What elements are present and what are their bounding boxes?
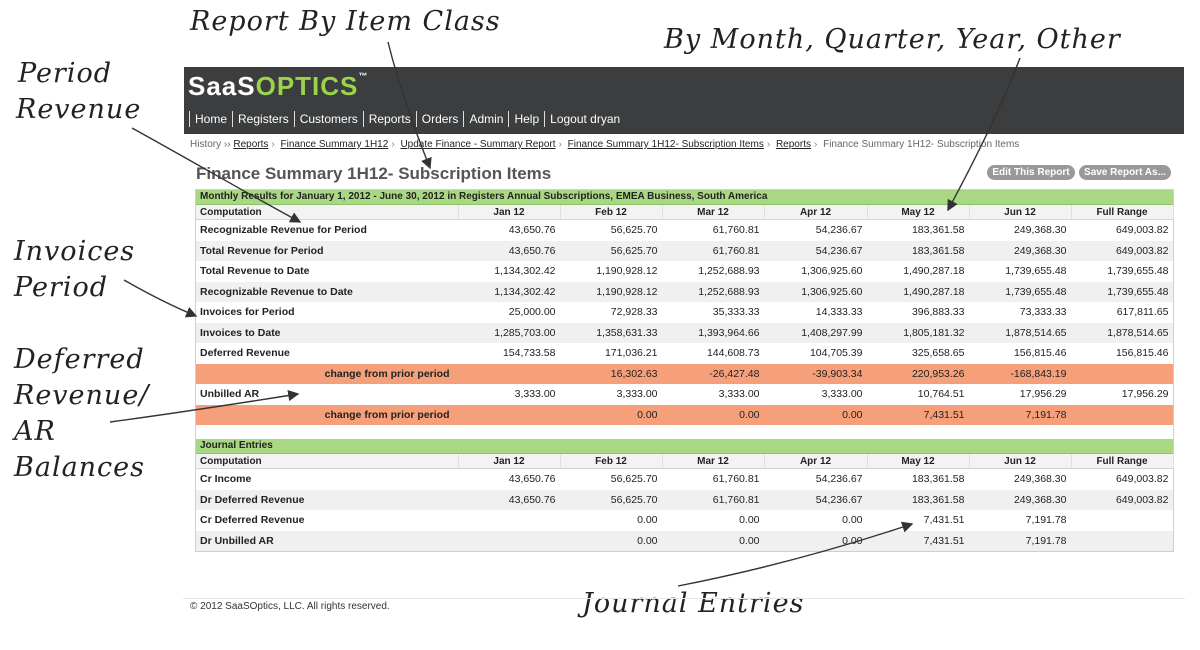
table-cell: -39,903.34 bbox=[764, 364, 867, 385]
annotation-deferred-line2: Revenue/ bbox=[14, 380, 150, 411]
nav-help[interactable]: Help bbox=[508, 111, 544, 127]
column-header: Apr 12 bbox=[764, 454, 867, 469]
table-cell: 7,431.51 bbox=[867, 405, 969, 426]
table-cell: 220,953.26 bbox=[867, 364, 969, 385]
table-cell: 1,134,302.42 bbox=[494, 265, 556, 278]
table-cell: 43,650.76 bbox=[508, 473, 556, 486]
table-cell: 7,191.78 bbox=[1025, 514, 1067, 527]
table-row bbox=[196, 220, 1173, 241]
table-cell: 25,000.00 bbox=[508, 306, 556, 319]
table-cell: 104,705.39 bbox=[809, 347, 863, 360]
table-cell: 0.00 bbox=[764, 531, 867, 552]
column-header: Mar 12 bbox=[662, 454, 764, 469]
table-cell: 56,625.70 bbox=[560, 490, 662, 511]
row-label: Dr Unbilled AR bbox=[196, 531, 458, 552]
table-cell bbox=[1071, 405, 1173, 426]
table-cell: 1,739,655.48 bbox=[1071, 282, 1173, 303]
table-cell: 649,003.82 bbox=[1115, 473, 1169, 486]
table-cell: 73,333.33 bbox=[1019, 306, 1067, 319]
page-title: Finance Summary 1H12- Subscription Items bbox=[196, 164, 552, 183]
annotation-journal-entries: Journal Entries bbox=[582, 588, 805, 619]
column-header: Jun 12 bbox=[969, 454, 1071, 469]
table-cell: 17,956.29 bbox=[1121, 388, 1169, 401]
table-cell: 61,760.81 bbox=[712, 473, 760, 486]
change-row bbox=[196, 364, 1173, 385]
table-cell: -26,427.48 bbox=[662, 364, 764, 385]
table-cell: 249,368.30 bbox=[1013, 473, 1067, 486]
nav-logout[interactable]: Logout dryan bbox=[544, 111, 625, 127]
table-cell: 1,285,703.00 bbox=[458, 323, 560, 344]
table-cell: 183,361.58 bbox=[867, 490, 969, 511]
table-cell: 7,191.78 bbox=[969, 405, 1071, 426]
nav-customers[interactable]: Customers bbox=[294, 111, 363, 127]
nav-reports[interactable]: Reports bbox=[363, 111, 416, 127]
column-header: Mar 12 bbox=[662, 205, 764, 220]
table-cell: 3,333.00 bbox=[718, 388, 760, 401]
table-cell: 16,302.63 bbox=[560, 364, 662, 385]
row-label: Recognizable Revenue to Date bbox=[196, 282, 458, 303]
row-label: Invoices to Date bbox=[196, 323, 458, 344]
table-row bbox=[196, 323, 1173, 344]
table-row bbox=[196, 302, 1173, 323]
table-row bbox=[196, 343, 1173, 364]
table-cell: 0.00 bbox=[662, 531, 764, 552]
column-header: May 12 bbox=[867, 205, 969, 220]
nav-registers[interactable]: Registers bbox=[232, 111, 294, 127]
table-cell bbox=[458, 510, 560, 531]
table-cell: 3,333.00 bbox=[616, 388, 658, 401]
row-label: Unbilled AR bbox=[200, 388, 260, 401]
column-header: Apr 12 bbox=[764, 205, 867, 220]
table-cell: 61,760.81 bbox=[712, 224, 760, 237]
table-row bbox=[196, 261, 1173, 282]
column-header: Jan 12 bbox=[458, 205, 560, 220]
table-cell: 35,333.33 bbox=[712, 306, 760, 319]
change-row bbox=[196, 405, 1173, 426]
row-label: Total Revenue for Period bbox=[196, 241, 458, 262]
table-cell: 0.00 bbox=[739, 514, 760, 527]
annotation-deferred-line3: AR bbox=[14, 416, 56, 447]
breadcrumb-current: Finance Summary 1H12- Subscription Items bbox=[823, 139, 1020, 150]
table-cell: 54,236.67 bbox=[764, 241, 867, 262]
table-cell: 1,878,514.65 bbox=[1071, 323, 1173, 344]
table-cell: 156,815.46 bbox=[1115, 347, 1169, 360]
table-cell: 43,650.76 bbox=[508, 224, 556, 237]
table-cell: 1,306,925.60 bbox=[764, 282, 867, 303]
table-cell: 1,739,655.48 bbox=[969, 282, 1071, 303]
table-cell: 171,036.21 bbox=[604, 347, 658, 360]
spacer bbox=[196, 425, 1173, 439]
breadcrumb: History ›› Reports › Finance Summary 1H12 › Update Finance - Summary Report › Finance Summary 1H12- Subscription Items › Reports › Finance Summary 1H12- Subscription Items bbox=[190, 139, 1020, 150]
table-row bbox=[196, 241, 1173, 262]
table-cell: 1,252,688.93 bbox=[698, 265, 760, 278]
breadcrumb-link[interactable]: Finance Summary 1H12- Subscription Items bbox=[567, 139, 764, 150]
annotation-deferred-line4: Balances bbox=[14, 452, 146, 483]
table-cell: 56,625.70 bbox=[610, 224, 658, 237]
journal-entries-table bbox=[196, 454, 1174, 551]
table-cell: 1,739,655.48 bbox=[1005, 265, 1067, 278]
breadcrumb-link[interactable]: Finance Summary 1H12 bbox=[280, 139, 389, 150]
table-row bbox=[196, 510, 1173, 531]
saasoptics-logo[interactable]: SaaSOPTICS™ bbox=[188, 71, 369, 101]
table-cell: 1,134,302.42 bbox=[458, 282, 560, 303]
annotation-report-by-item-class: Report By Item Class bbox=[190, 6, 501, 37]
row-label: Dr Deferred Revenue bbox=[196, 490, 458, 511]
table-cell: 1,306,925.60 bbox=[801, 265, 863, 278]
journal-heading: Journal Entries bbox=[196, 439, 1173, 454]
table-cell bbox=[1071, 510, 1173, 531]
row-label: Cr Income bbox=[200, 473, 252, 486]
annotation-invoices-line1: Invoices bbox=[14, 236, 136, 267]
table-cell bbox=[1071, 364, 1173, 385]
table-cell: 1,805,181.32 bbox=[867, 323, 969, 344]
table-cell: 183,361.58 bbox=[911, 473, 965, 486]
table-cell: 54,236.67 bbox=[815, 224, 863, 237]
table-cell: 183,361.58 bbox=[911, 224, 965, 237]
table-cell: 10,764.51 bbox=[917, 388, 965, 401]
annotation-by-period: By Month, Quarter, Year, Other bbox=[664, 24, 1121, 55]
table-cell bbox=[458, 531, 560, 552]
table-cell: 61,760.81 bbox=[662, 490, 764, 511]
table-cell: 249,368.30 bbox=[1013, 224, 1067, 237]
table-cell: 54,236.67 bbox=[815, 473, 863, 486]
table-cell: 43,650.76 bbox=[458, 490, 560, 511]
column-header: Computation bbox=[196, 454, 458, 469]
table-cell: 1,878,514.65 bbox=[969, 323, 1071, 344]
table-cell: 1,358,631.33 bbox=[560, 323, 662, 344]
table-cell: 7,431.51 bbox=[923, 514, 965, 527]
table-row bbox=[196, 469, 1173, 490]
table-cell: 1,393,964.66 bbox=[662, 323, 764, 344]
table-cell: 0.00 bbox=[560, 405, 662, 426]
table-cell: 325,658.65 bbox=[911, 347, 965, 360]
table-cell: 54,236.67 bbox=[764, 490, 867, 511]
breadcrumb-link[interactable]: Reports bbox=[233, 139, 269, 150]
column-header: Full Range bbox=[1071, 454, 1173, 469]
edit-report-button[interactable]: Edit This Report bbox=[987, 165, 1075, 180]
table-cell: 3,333.00 bbox=[514, 388, 556, 401]
table-cell: 43,650.76 bbox=[458, 241, 560, 262]
breadcrumb-history: History ›› bbox=[190, 139, 231, 150]
table-cell: 1,739,655.48 bbox=[1107, 265, 1169, 278]
table-cell bbox=[1071, 531, 1173, 552]
table-cell: 649,003.82 bbox=[1071, 490, 1173, 511]
row-label: Cr Deferred Revenue bbox=[200, 514, 305, 527]
table-cell: 617,811.65 bbox=[1116, 306, 1169, 319]
table-cell: 56,625.70 bbox=[560, 241, 662, 262]
column-header: Computation bbox=[196, 205, 458, 220]
table-cell: 0.00 bbox=[637, 514, 658, 527]
table-cell: 0.00 bbox=[842, 514, 863, 527]
column-header: May 12 bbox=[867, 454, 969, 469]
table-cell: 7,431.51 bbox=[867, 531, 969, 552]
table-cell: 1,490,287.18 bbox=[903, 265, 965, 278]
table-cell: 154,733.58 bbox=[502, 347, 556, 360]
arrow-invoices bbox=[124, 280, 196, 316]
table-cell: 649,003.82 bbox=[1071, 241, 1173, 262]
table-cell: 1,190,928.12 bbox=[560, 282, 662, 303]
row-label: Deferred Revenue bbox=[200, 347, 290, 360]
table-cell: 1,190,928.12 bbox=[596, 265, 658, 278]
table-cell: 1,252,688.93 bbox=[662, 282, 764, 303]
table-cell: 649,003.82 bbox=[1115, 224, 1169, 237]
table-cell: -168,843.19 bbox=[969, 364, 1071, 385]
table-cell: 72,928.33 bbox=[610, 306, 658, 319]
annotation-invoices-line2: Period bbox=[14, 272, 109, 303]
annotation-period-revenue-line2: Revenue bbox=[16, 94, 142, 125]
nav-admin[interactable]: Admin bbox=[463, 111, 508, 127]
table-cell bbox=[458, 364, 560, 385]
row-label: change from prior period bbox=[196, 364, 458, 385]
nav-home[interactable]: Home bbox=[189, 111, 232, 127]
annotation-period-revenue-line1: Period bbox=[18, 58, 113, 89]
table-cell: 17,956.29 bbox=[1019, 388, 1067, 401]
column-header: Feb 12 bbox=[560, 454, 662, 469]
table-cell: 3,333.00 bbox=[821, 388, 863, 401]
table-row bbox=[196, 282, 1173, 303]
breadcrumb-link[interactable]: Reports bbox=[775, 139, 811, 150]
table-cell: 0.00 bbox=[560, 531, 662, 552]
column-header: Feb 12 bbox=[560, 205, 662, 220]
column-header: Jan 12 bbox=[458, 454, 560, 469]
nav-orders[interactable]: Orders bbox=[416, 111, 464, 127]
monthly-results-panel bbox=[195, 189, 1174, 552]
breadcrumb-link[interactable]: Update Finance - Summary Report bbox=[400, 139, 556, 150]
table-cell: 1,408,297.99 bbox=[764, 323, 867, 344]
row-label: Invoices for Period bbox=[200, 306, 295, 319]
table-cell: 7,191.78 bbox=[969, 531, 1071, 552]
table-row bbox=[196, 384, 1173, 405]
table-cell: 249,368.30 bbox=[969, 490, 1071, 511]
app-header bbox=[184, 67, 1184, 134]
table-row bbox=[196, 531, 1173, 552]
table-cell: 144,608.73 bbox=[706, 347, 760, 360]
table-cell: 61,760.81 bbox=[662, 241, 764, 262]
footer-copyright: © 2012 SaaSOptics, LLC. All rights reserved. bbox=[190, 601, 390, 612]
table-cell: 1,490,287.18 bbox=[867, 282, 969, 303]
save-report-as-button[interactable]: Save Report As... bbox=[1079, 165, 1171, 180]
table-row bbox=[196, 490, 1173, 511]
table-cell: 249,368.30 bbox=[969, 241, 1071, 262]
column-header: Full Range bbox=[1071, 205, 1173, 220]
annotation-deferred-line1: Deferred bbox=[14, 344, 145, 375]
table-cell: 396,883.33 bbox=[911, 306, 965, 319]
table-cell: 56,625.70 bbox=[610, 473, 658, 486]
row-label: change from prior period bbox=[196, 405, 458, 426]
table-cell: 14,333.33 bbox=[815, 306, 863, 319]
panel-heading: Monthly Results for January 1, 2012 - June 30, 2012 in Registers Annual Subscriptions, EMEA Business, South America bbox=[196, 190, 1173, 205]
column-header: Jun 12 bbox=[969, 205, 1071, 220]
table-cell: 183,361.58 bbox=[867, 241, 969, 262]
table-cell: 156,815.46 bbox=[1013, 347, 1067, 360]
row-label: Total Revenue to Date bbox=[200, 265, 310, 278]
monthly-results-table bbox=[196, 205, 1174, 425]
table-cell bbox=[458, 405, 560, 426]
main-nav bbox=[189, 108, 625, 130]
table-cell: 0.00 bbox=[662, 405, 764, 426]
footer-divider bbox=[183, 598, 1185, 599]
table-cell: 0.00 bbox=[764, 405, 867, 426]
row-label: Recognizable Revenue for Period bbox=[200, 224, 367, 237]
